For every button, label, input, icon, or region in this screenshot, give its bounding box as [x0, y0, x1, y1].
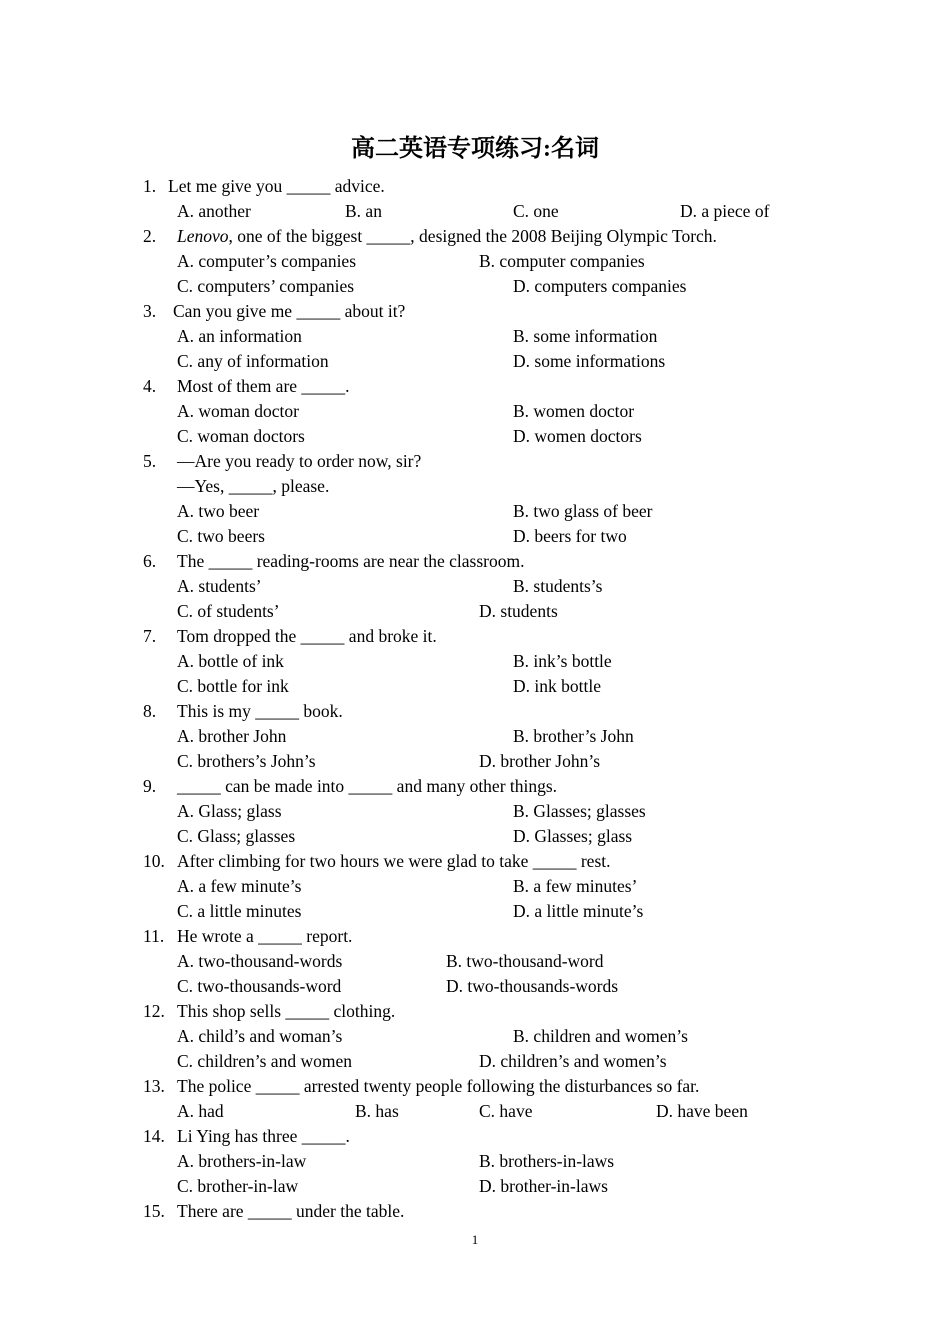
option-a: A. child’s and woman’s [177, 1026, 343, 1046]
document-title: 高二英语专项练习:名词 [351, 136, 599, 162]
question-13 [0, 1074, 950, 1099]
option-a: A. computer’s companies [177, 251, 357, 271]
question-number: 2. [143, 226, 157, 246]
option-a: A. two-thousand-words [177, 951, 343, 971]
question-text: Let me give you _____ advice. [168, 176, 385, 196]
question-7 [0, 624, 950, 649]
question-12-options-row2 [0, 1049, 950, 1074]
option-d: D. beers for two [513, 526, 627, 546]
question-11 [0, 924, 950, 949]
question-2-options-row1 [0, 249, 950, 274]
question-text: _____ can be made into _____ and many other things. [177, 776, 558, 796]
option-c: C. brother-in-law [177, 1176, 299, 1196]
question-6 [0, 549, 950, 574]
question-number: 7. [143, 626, 157, 646]
option-d: D. a piece of [680, 201, 770, 221]
option-a: A. brothers-in-law [177, 1151, 307, 1171]
question-10-options-row2 [0, 899, 950, 924]
question-text: After climbing for two hours we were glad to take _____ rest. [177, 851, 611, 871]
option-c: C. one [513, 201, 559, 221]
question-12-options-row1 [0, 1024, 950, 1049]
question-number: 6. [143, 551, 157, 571]
question-text: Li Ying has three _____. [177, 1126, 350, 1146]
option-b: B. ink’s bottle [513, 651, 612, 671]
brand-name: Lenovo [177, 226, 229, 246]
option-d: D. two-thousands-words [446, 976, 619, 996]
option-c: C. two beers [177, 526, 265, 546]
question-9 [0, 774, 950, 799]
question-7-options-row2 [0, 674, 950, 699]
question-number: 4. [143, 376, 157, 396]
question-11-options-row2 [0, 974, 950, 999]
option-a: A. an information [177, 326, 302, 346]
question-number: 15. [143, 1201, 165, 1221]
question-10 [0, 849, 950, 874]
page-number: 1 [471, 1232, 479, 1247]
question-10-options-row1 [0, 874, 950, 899]
question-9-options-row2 [0, 824, 950, 849]
option-c: C. woman doctors [177, 426, 305, 446]
option-c: C. bottle for ink [177, 676, 289, 696]
question-text: The police _____ arrested twenty people following the disturbances so far. [177, 1076, 700, 1096]
question-text: Most of them are _____. [177, 376, 350, 396]
question-3-options-row1 [0, 324, 950, 349]
question-number: 11. [143, 926, 165, 946]
option-a: A. woman doctor [177, 401, 299, 421]
question-14-options-row2 [0, 1174, 950, 1199]
option-a: A. a few minute’s [177, 876, 302, 896]
question-11-options-row1 [0, 949, 950, 974]
question-7-options-row1 [0, 649, 950, 674]
question-text: The _____ reading-rooms are near the classroom. [177, 551, 525, 571]
option-a: A. two beer [177, 501, 260, 521]
question-3-options-row2 [0, 349, 950, 374]
question-4-options-row2 [0, 424, 950, 449]
option-b: B. women doctor [513, 401, 635, 421]
option-d: D. ink bottle [513, 676, 601, 696]
option-b: B. has [355, 1101, 399, 1121]
option-a: A. brother John [177, 726, 287, 746]
option-b: B. Glasses; glasses [513, 801, 646, 821]
option-c: C. brothers’s John’s [177, 751, 316, 771]
question-number: 5. [143, 451, 157, 471]
question-8 [0, 699, 950, 724]
question-2 [0, 224, 950, 249]
question-text: There are _____ under the table. [177, 1201, 405, 1221]
question-text: Can you give me _____ about it? [173, 301, 406, 321]
question-5 [0, 449, 950, 474]
option-c: C. any of information [177, 351, 329, 371]
option-b: B. an [345, 201, 382, 221]
option-d: D. children’s and women’s [479, 1051, 667, 1071]
question-number: 1. [143, 176, 157, 196]
question-4-options-row1 [0, 399, 950, 424]
option-c: C. children’s and women [177, 1051, 352, 1071]
question-number: 3. [143, 301, 157, 321]
question-6-options-row2 [0, 599, 950, 624]
option-c: C. have [479, 1101, 533, 1121]
option-b: B. two-thousand-word [446, 951, 604, 971]
question-15 [0, 1199, 950, 1224]
question-text [177, 224, 717, 249]
question-4 [0, 374, 950, 399]
question-9-options-row1 [0, 799, 950, 824]
option-d: D. brother-in-laws [479, 1176, 608, 1196]
question-number: 10. [143, 851, 165, 871]
question-14 [0, 1124, 950, 1149]
option-c: C. Glass; glasses [177, 826, 296, 846]
question-text-rest: , one of the biggest _____, designed the 2008 Beijing Olympic Torch. [228, 226, 717, 246]
question-14-options-row1 [0, 1149, 950, 1174]
question-number: 9. [143, 776, 157, 796]
question-text: —Are you ready to order now, sir? [177, 451, 422, 471]
question-8-options-row2 [0, 749, 950, 774]
question-2-options-row2 [0, 274, 950, 299]
option-b: B. computer companies [479, 251, 645, 271]
option-d: D. women doctors [513, 426, 642, 446]
question-1-options [0, 199, 950, 224]
option-b: B. a few minutes’ [513, 876, 638, 896]
question-8-options-row1 [0, 724, 950, 749]
option-d: D. students [479, 601, 558, 621]
option-b: B. brothers-in-laws [479, 1151, 615, 1171]
question-5-options-row2 [0, 524, 950, 549]
option-d: D. computers companies [513, 276, 687, 296]
question-number: 8. [143, 701, 157, 721]
question-13-options [0, 1099, 950, 1124]
option-a: A. students’ [177, 576, 262, 596]
option-a: A. had [177, 1101, 224, 1121]
question-text: This is my _____ book. [177, 701, 343, 721]
question-5-options-row1 [0, 499, 950, 524]
option-c: C. of students’ [177, 601, 280, 621]
option-d: D. Glasses; glass [513, 826, 633, 846]
option-d: D. some informations [513, 351, 666, 371]
question-5-reply [0, 474, 950, 499]
option-d: D. brother John’s [479, 751, 601, 771]
option-b: B. two glass of beer [513, 501, 653, 521]
option-c: C. a little minutes [177, 901, 302, 921]
question-number: 12. [143, 1001, 165, 1021]
question-3 [0, 299, 950, 324]
option-d: D. a little minute’s [513, 901, 644, 921]
question-text: He wrote a _____ report. [177, 926, 353, 946]
question-12 [0, 999, 950, 1024]
option-a: A. another [177, 201, 251, 221]
option-a: A. bottle of ink [177, 651, 284, 671]
option-d: D. have been [656, 1101, 748, 1121]
question-text: This shop sells _____ clothing. [177, 1001, 396, 1021]
question-1 [0, 174, 950, 199]
option-a: A. Glass; glass [177, 801, 282, 821]
option-b: B. students’s [513, 576, 603, 596]
question-number: 14. [143, 1126, 165, 1146]
question-number: 13. [143, 1076, 165, 1096]
option-c: C. computers’ companies [177, 276, 355, 296]
question-text-reply: —Yes, _____, please. [177, 476, 330, 496]
option-b: B. children and women’s [513, 1026, 688, 1046]
option-b: B. brother’s John [513, 726, 634, 746]
option-b: B. some information [513, 326, 658, 346]
option-c: C. two-thousands-word [177, 976, 342, 996]
question-6-options-row1 [0, 574, 950, 599]
question-text: Tom dropped the _____ and broke it. [177, 626, 437, 646]
